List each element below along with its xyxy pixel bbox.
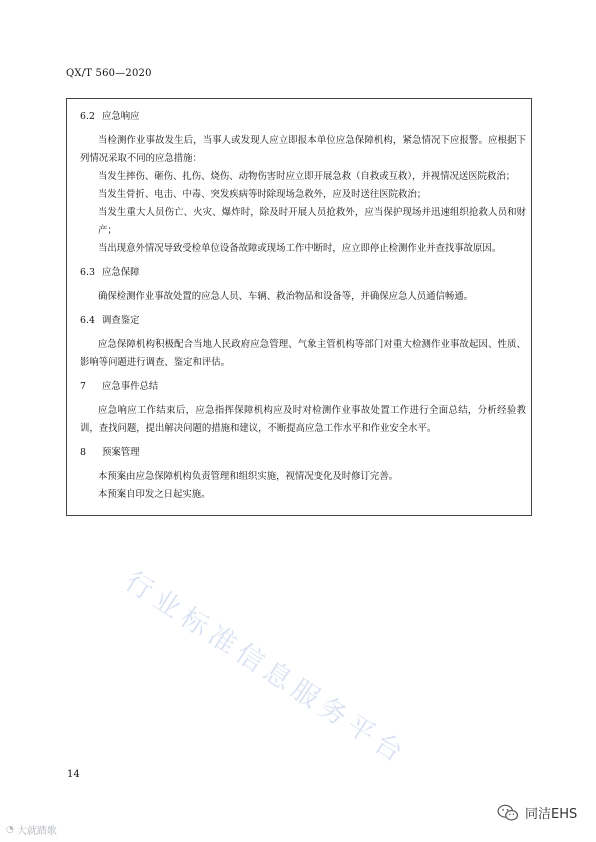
weibo-style-icon: ◔ [6,824,14,835]
section-title: 预案管理 [102,447,140,458]
wechat-icon [497,804,519,822]
section-title: 调查鉴定 [102,315,140,326]
section-7-heading [80,378,526,396]
section-6-2-intro: 当检测作业事故发生后，当事人或发现人应立即报本单位应急保障机构，紧急情况下应报警。应根据下列情况采取不同的应急措施： [80,135,526,164]
section-number: 6.3 [80,267,95,278]
section-8-heading [80,444,526,462]
section-number: 7 [80,381,86,392]
list-item: 当发生骨折、电击、中毒、突发疾病等时除现场急救外，应及时送往医院救治； [98,189,427,200]
source-watermark [6,822,57,837]
section-title: 应急事件总结 [102,381,159,392]
list-item: 当发生重大人员伤亡、火灾、爆炸时，除及时开展人员抢救外，应当保护现场并迅速组织抢救人员和财产； [98,207,526,236]
section-7-body: 应急响应工作结束后，应急指挥保障机构应及时对检测作业事故处置工作进行全面总结，分析经验教训，查找问题，提出解决问题的措施和建议，不断提高应急工作水平和作业安全水平。 [80,405,526,434]
list-item: 当出现意外情况导致受检单位设备故障或现场工作中断时，应立即停止检测作业并查找事故原因。 [98,243,502,254]
section-6-4-body: 应急保障机构积极配合当地人民政府应急管理、气象主管机构等部门对重大检测作业事故起因、性质、影响等问题进行调查、鉴定和评估。 [80,339,526,368]
wechat-account-name: 同洁EHS [525,807,578,822]
section-8-line: 本预案由应急保障机构负责管理和组织实施，视情况变化及时修订完善。 [98,471,399,482]
section-6-2-heading [80,108,526,126]
section-title: 应急响应 [102,111,140,122]
page-number: 14 [67,769,80,780]
source-watermark-text: 大就踏歌 [16,826,57,837]
section-6-3-body: 确保检测作业事故处置的应急人员、车辆、救治物品和设备等，并确保应急人员通信畅通。 [98,291,474,302]
list-item: 当发生摔伤、砸伤、扎伤、烧伤、动物伤害时应立即开展急救（自救或互救），并视情况送医院救治； [98,171,516,182]
section-number: 6.4 [80,315,95,326]
section-6-3-heading [80,264,526,282]
section-number: 8 [80,447,86,458]
document-code: QX/T 560—2020 [66,68,152,79]
section-number: 6.2 [80,111,95,122]
section-title: 应急保障 [102,267,140,278]
section-8-line: 本预案自印发之日起实施。 [98,489,211,500]
watermark: 行业标准信息服务平台 [119,565,413,772]
wechat-account-badge [497,803,577,822]
section-6-4-heading [80,312,526,330]
document-body [80,108,526,504]
